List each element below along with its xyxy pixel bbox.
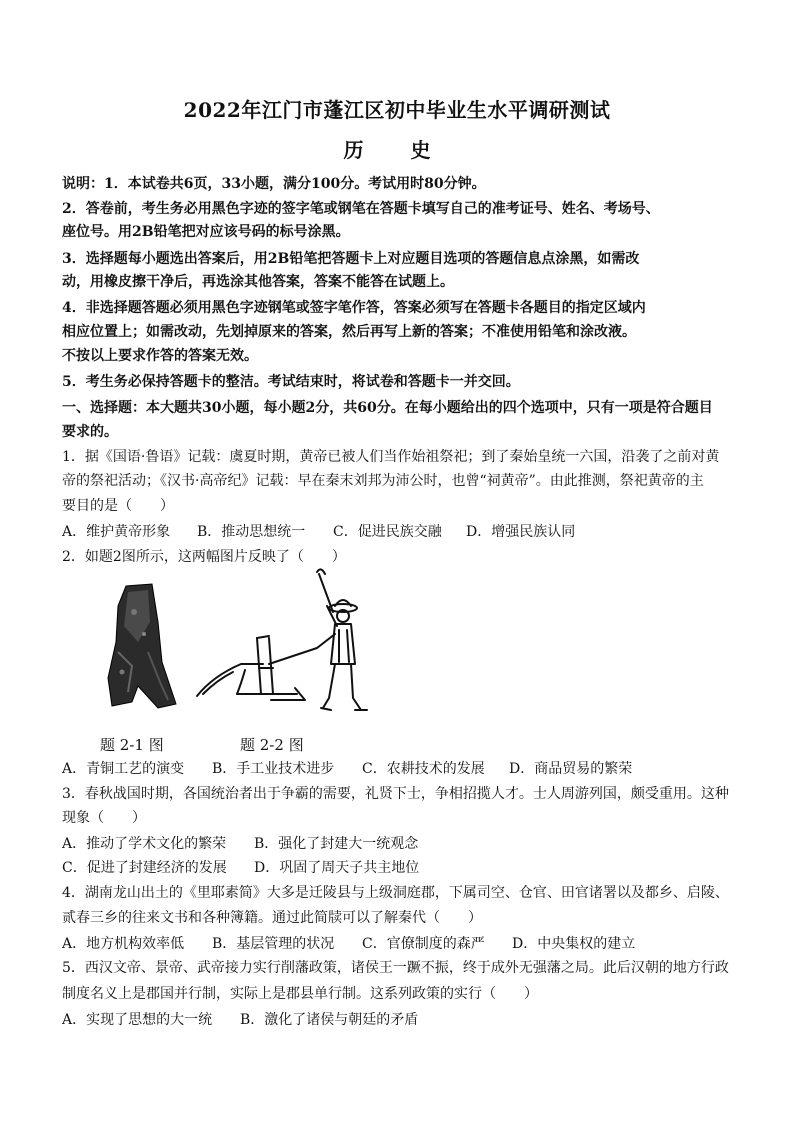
- instruction-line: 不按以上要求作答的答案无效。: [62, 348, 258, 364]
- section-heading: 要求的。: [62, 424, 118, 440]
- option-b: B．基层管理的状况: [212, 936, 335, 952]
- bronze-plowshare-figure: [88, 582, 180, 714]
- option-c: C．促进了封建经济的发展: [62, 860, 227, 876]
- option-a: A．地方机构效率低: [62, 936, 185, 952]
- exam-title: 2022年江门市蓬江区初中毕业生水平调研测试: [183, 98, 611, 122]
- question-5-stem: 5．西汉文帝、景帝、武帝接力实行削藩政策，诸侯王一蹶不振，终于成外无强藩之局。此后汉朝的地方行政: [62, 960, 729, 976]
- question-2-stem: 2．如题2图所示，这两幅图片反映了（ ）: [62, 549, 346, 565]
- option-c: C．促进民族交融: [333, 524, 442, 540]
- section-heading: 一、选择题：本大题共30小题，每小题2分，共60分。在每小题给出的四个选项中，只有一项是符合题目: [62, 400, 713, 416]
- question-3-stem: 3．春秋战国时期，各国统治者出于争霸的需要，礼贤下士，争相招揽人才。士人周游列国，颇受重用。这种: [62, 786, 729, 802]
- question-1-stem: 帝的祭祀活动；《汉书·高帝纪》记载：早在秦末刘邦为沛公时，也曾“祠黄帝”。由此推测，祭祀黄帝的主: [62, 473, 704, 489]
- figure-2-1-caption: 题 2-1 图: [100, 736, 164, 754]
- question-3-options-row1: [62, 834, 742, 854]
- instruction-line: 2．答卷前，考生务必用黑色字迹的签字笔或钢笔在答题卡填写自己的准考证号、姓名、考场号、: [62, 201, 660, 217]
- option-c: C．农耕技术的发展: [362, 761, 485, 777]
- option-a: A．推动了学术文化的繁荣: [62, 836, 227, 852]
- instruction-line: 座位号。用2B铅笔把对应该号码的标号涂黑。: [62, 224, 350, 240]
- question-3-options-row2: [62, 858, 742, 878]
- question-1-stem: 1．据《国语·鲁语》记载：虞夏时期，黄帝已被人们当作始祖祭祀；到了秦始皇统一六国，沿袭了之前对黄: [62, 449, 720, 465]
- figure-2-2-caption: 题 2-2 图: [240, 736, 304, 754]
- option-c: C．官僚制度的森严: [362, 936, 485, 952]
- option-d: D．中央集权的建立: [512, 936, 636, 952]
- question-2-options: [62, 759, 742, 779]
- question-3-stem: 现象（ ）: [62, 810, 146, 826]
- option-a: A．维护黄帝形象: [62, 524, 171, 540]
- question-5-options: [62, 1010, 742, 1030]
- option-a: A．青铜工艺的演变: [62, 761, 185, 777]
- instruction-line: 4．非选择题答题必须用黑色字迹钢笔或签字笔作答，答案必须写在答题卡各题目的指定区域内: [62, 300, 646, 316]
- question-5-stem: 制度名义上是郡国并行制，实际上是郡县单行制。这系列政策的实行（ ）: [62, 986, 538, 1002]
- question-1-options: [62, 522, 742, 542]
- option-b: B．手工业技术进步: [212, 761, 335, 777]
- ox-plough-figure: [193, 568, 368, 718]
- instruction-line: 说明：1．本试卷共6页，33小题，满分100分。考试用时80分钟。: [62, 176, 486, 192]
- question-4-stem: 4．湖南龙山出土的《里耶素简》大多是迁陵县与上级洞庭郡，下属司空、仓官、田官诸署以及都乡、启陵、: [62, 885, 729, 901]
- question-4-stem: 贰春三乡的往来文书和各种簿籍。通过此简牍可以了解秦代（ ）: [62, 910, 482, 926]
- instruction-line: 3．选择题每小题选出答案后，用2B铅笔把答题卡上对应题目选项的答题信息点涂黑，如需改: [62, 251, 640, 267]
- instruction-line: 5．考生务必保持答题卡的整洁。考试结束时，将试卷和答题卡一并交回。: [62, 374, 520, 390]
- option-a: A．实现了思想的大一统: [62, 1012, 213, 1028]
- option-d: D．商品贸易的繁荣: [509, 761, 633, 777]
- option-b: B．激化了诸侯与朝廷的矛盾: [240, 1012, 419, 1028]
- option-b: B．推动思想统一: [197, 524, 306, 540]
- question-1-stem: 要目的是（ ）: [62, 498, 174, 514]
- instruction-line: 动，用橡皮擦干净后，再选涂其他答案，答案不能答在试题上。: [62, 274, 454, 290]
- question-4-options: [62, 934, 742, 954]
- option-b: B．强化了封建大一统观念: [254, 836, 419, 852]
- option-d: D．增强民族认同: [466, 524, 576, 540]
- instruction-line: 相应位置上；如需改动，先划掉原来的答案，然后再写上新的答案；不准使用铅笔和涂改液。: [62, 324, 636, 340]
- subject-title: 历 史: [343, 138, 451, 162]
- option-d: D．巩固了周天子共主地位: [254, 860, 420, 876]
